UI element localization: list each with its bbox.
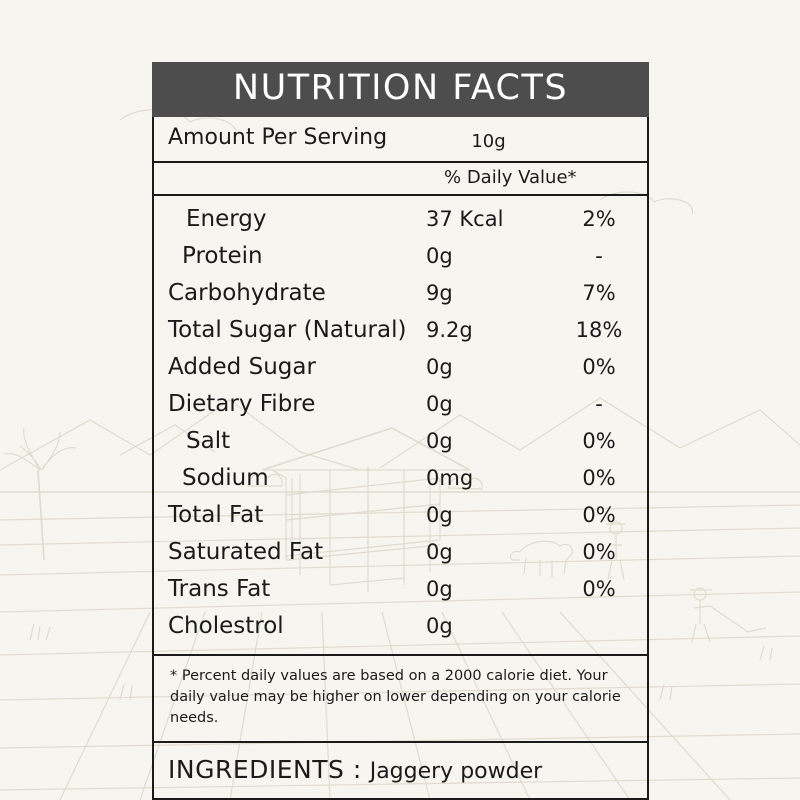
nutrient-amount: 0g [426,429,453,453]
nutrient-row [154,465,647,502]
daily-value-footnote: * Percent daily values are based on a 2000 calorie diet. Your daily value may be higher on lower depending on your calorie needs. [154,656,647,743]
nutrient-row [154,502,647,539]
nutrient-row [154,206,647,243]
nutrient-row [154,280,647,317]
nutrient-row [154,539,647,576]
nutrient-row [154,317,647,354]
nutrient-amount: 37 Kcal [426,207,504,231]
nutrient-amount: 0g [426,614,453,638]
nutrient-dv: 7% [582,281,616,305]
nutrient-row [154,576,647,613]
nutrient-amount: 0g [426,244,453,268]
nutrient-row [154,354,647,391]
nutrient-dv: 2% [582,207,616,231]
nutrient-name: Trans Fat [168,576,271,602]
page-title: NUTRITION FACTS [152,62,649,117]
ingredients-row [154,743,647,798]
nutrient-name: Carbohydrate [168,280,326,306]
nutrient-name: Saturated Fat [168,539,324,565]
nutrient-dv: 0% [582,466,616,490]
serving-label: Amount Per Serving [168,125,388,150]
ingredients-label: INGREDIENTS : [168,755,362,785]
nutrient-name: Cholestrol [168,613,284,639]
nutrient-amount: 0g [426,577,453,601]
nutrient-rows [154,196,647,656]
nutrition-facts-panel [152,62,649,800]
nutrient-row [154,428,647,465]
nutrition-table [152,117,649,800]
nutrient-dv: 0% [582,429,616,453]
nutrient-amount: 0g [426,540,453,564]
nutrient-name: Total Fat [168,502,264,528]
nutrient-row [154,243,647,280]
nutrient-name: Energy [186,206,267,232]
nutrient-dv: - [595,392,603,416]
nutrient-amount: 0g [426,503,453,527]
nutrient-dv: 0% [582,540,616,564]
nutrient-name: Total Sugar (Natural) [168,317,407,343]
daily-value-header-row [154,163,647,196]
serving-row [154,117,647,163]
nutrient-amount: 9.2g [426,318,473,342]
nutrient-dv: 0% [582,503,616,527]
nutrient-dv: - [595,244,603,268]
nutrient-amount: 9g [426,281,453,305]
nutrient-name: Sodium [182,465,269,491]
nutrient-amount: 0g [426,392,453,416]
ingredients-value: Jaggery powder [369,759,543,785]
nutrient-name: Dietary Fibre [168,391,316,417]
nutrient-row [154,613,647,650]
nutrient-dv: 18% [575,318,623,342]
serving-value: 10g [471,131,506,152]
nutrient-dv: 0% [582,355,616,379]
nutrient-dv: 0% [582,577,616,601]
nutrient-name: Protein [182,243,263,269]
nutrient-amount: 0mg [426,466,474,490]
daily-value-header: % Daily Value* [444,167,577,188]
nutrient-row [154,391,647,428]
nutrient-name: Added Sugar [168,354,316,380]
nutrient-amount: 0g [426,355,453,379]
nutrient-name: Salt [186,428,231,454]
